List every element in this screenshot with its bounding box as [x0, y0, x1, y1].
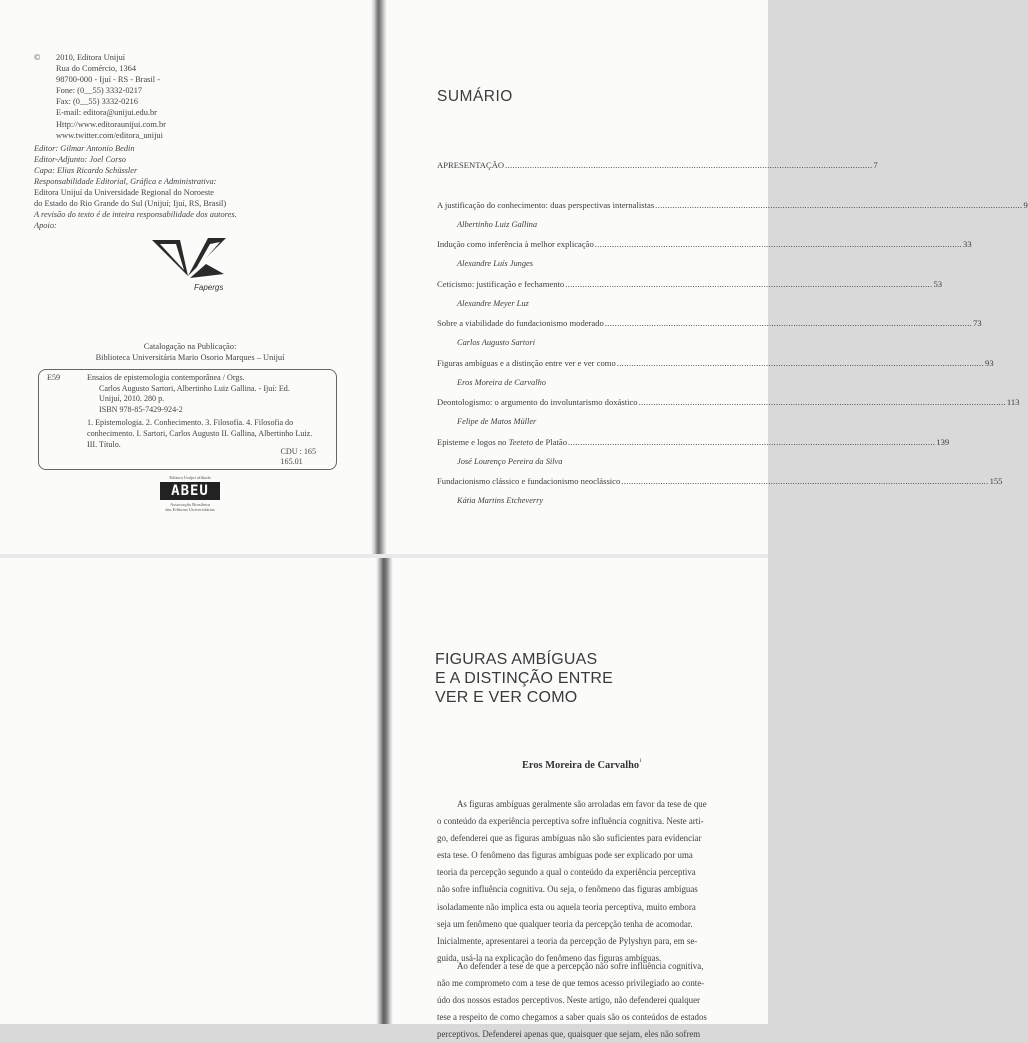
paragraph-line: seja um fenômeno que qualquer teoria da percepção tenha de acomodar. [437, 918, 693, 929]
paragraph-line: perceptivos. Defenderei apenas que, quaisquer que sejam, eles não sofrem [437, 1029, 701, 1040]
toc-entry-title-italic: Teeteto [508, 436, 534, 447]
abeu-caption-line: Associação Brasileira [170, 502, 210, 507]
responsabilidade-line: do Estado do Rio Grande do Sul (Unijuí; Ijuí, RS, Brasil) [34, 199, 227, 209]
toc-leader-dots [655, 200, 1022, 210]
toc-entry [437, 239, 972, 268]
paragraph-line: não sofre influência cognitiva. Ou seja, o fenômeno das figuras ambíguas [437, 884, 698, 895]
chapter-paragraph-1 [437, 796, 735, 967]
chapter-title-line: FIGURAS AMBÍGUAS [435, 651, 598, 668]
toc-entry-title [437, 200, 654, 210]
toc-entry-title-text: APRESENTAÇÃO [437, 160, 505, 170]
catalog-subjects [87, 418, 329, 450]
address-line: E-mail: editora@unijui.edu.br [56, 108, 157, 118]
toc-page-number: 93 [985, 357, 994, 368]
responsabilidade-line: Editora Unijuí da Universidade Regional do Noroeste [34, 188, 215, 198]
paragraph-line: Ao defender a tese de que a percepção não sofre influência cognitiva, [457, 961, 704, 971]
catalog-title [87, 373, 329, 405]
sumario-page [387, 0, 768, 554]
address-line: Fax: (0__55) 3332-0216 [56, 97, 138, 107]
address-line: Fone: (0__55) 3332-0217 [56, 86, 143, 96]
editor-adjunto-line: Editor-Adjunto: Joel Corso [34, 154, 126, 164]
paragraph-line: teoria da percepção segundo a qual o conteúdo da experiência perceptiva [437, 867, 696, 878]
toc-entry-title [437, 397, 638, 407]
toc-page-number: 73 [973, 318, 982, 328]
capa-line: Capa: Elias Ricardo Schüssler [34, 165, 138, 175]
toc-entry [437, 397, 1020, 426]
responsabilidade-lines [34, 187, 364, 209]
paragraph-line: não me comprometo com a tese de que temos acesso privilegiado ao conte- [437, 978, 705, 989]
paragraph-line: guida, usá-la na explicação do fenômeno das figuras ambíguas. [437, 952, 662, 963]
copyright-block [34, 52, 364, 232]
toc-entry-title-text: Episteme e logos no [437, 436, 509, 447]
address-line: www.twitter.com/editora_unijui [56, 130, 163, 140]
toc-entry-title [437, 160, 504, 170]
publisher-address [56, 52, 364, 141]
toc-entry-title [437, 279, 564, 289]
toc-leader-dots [505, 160, 872, 170]
toc-entry-author: Eros Moreira de Carvalho [457, 377, 546, 387]
abeu-caption [152, 502, 228, 512]
toc-entry-title-text: Indução como inferência à melhor explicação [437, 239, 594, 249]
toc-entry-author: Albertinho Luiz Gallina [457, 219, 538, 229]
toc-entry-title-text: Deontologismo: o argumento do involuntarismo doxástico [437, 397, 638, 407]
copyright-symbol: © [34, 53, 41, 62]
toc-entry-title-text: Figuras ambíguas e a distinção entre ver e ver como [437, 357, 616, 368]
catalog-heading-line: Catalogação na Publicação: [143, 342, 237, 351]
revisao-note: A revisão do texto é de inteira responsabilidade dos autores. [34, 210, 237, 220]
toc-entry-title [437, 318, 604, 328]
abeu-logo [152, 475, 228, 521]
chapter-title-line: E A DISTINÇÃO ENTRE [435, 670, 614, 687]
catalog-card [38, 369, 337, 470]
toc-entry [437, 357, 994, 387]
toc-entry [437, 199, 1028, 229]
toc-entry-author: José Lourenço Pereira da Silva [457, 456, 563, 466]
abeu-caption-line: das Editoras Universitárias [165, 507, 215, 512]
paragraph-line: isoladamente não implica esta ou aquela teoria perceptiva, muito embora [437, 901, 696, 912]
toc-page-number: 139 [936, 436, 950, 447]
lower-spread [0, 558, 768, 1040]
abeu-mark: ABEU [160, 482, 220, 500]
paragraph-line: As figuras ambíguas geralmente são arroladas em favor da tese de que [457, 799, 707, 809]
toc-entry-title-text: Ceticismo: justificação e fechamento [437, 278, 565, 289]
catalog-subject-line: conhecimento. I. Sartori, Carlos Augusto II. Gallina, Albertinho Luiz. [87, 428, 313, 438]
toc-entry-title-text: Sobre a viabilidade do fundacionismo moderado [437, 318, 604, 328]
chapter-title-line: VER E VER COMO [435, 689, 578, 706]
chapter-paragraph-2 [437, 958, 735, 1043]
paragraph-line: tese a respeito de como chegamos a saber quais são os conteúdos de estados [437, 1012, 707, 1023]
toc-entry-title-text: A justificação do conhecimento: duas perspectivas internalistas [437, 199, 655, 210]
catalog-title-line: Carlos Augusto Sartori, Albertinho Luiz Gallina. - Ijuí: Ed. [99, 383, 290, 393]
address-line: Rua do Comércio, 1364 [56, 64, 137, 74]
catalog-cdu-line: 165.01 [280, 456, 303, 466]
chapter-author-name: Eros Moreira de Carvalho [522, 760, 640, 771]
toc-page-number: 113 [1006, 397, 1020, 407]
toc-entry-author: Alexandre Luís Junges [457, 259, 533, 268]
toc-entry [437, 318, 982, 347]
toc-entry [437, 278, 943, 308]
toc-entry-title [437, 437, 567, 447]
toc-entry-title-text: Fundacionismo clássico e fundacionismo neoclássico [437, 476, 621, 486]
sumario-title: SUMÁRIO [437, 88, 513, 105]
toc-leader-dots [605, 318, 972, 328]
apoio-label: Apoio: [34, 221, 57, 231]
toc-entry [437, 160, 878, 170]
fapergs-logo [150, 234, 228, 292]
toc-page-number: 7 [873, 160, 878, 170]
catalog-cdu-line: CDU : 165 [280, 447, 316, 456]
toc-leader-dots [595, 239, 962, 249]
catalog-code: E59 [47, 373, 61, 382]
catalog-body [87, 373, 329, 450]
toc-entry-author: Kátia Martins Etcheverry [457, 496, 544, 505]
toc-entry-author: Carlos Augusto Sartori [457, 338, 536, 347]
chapter-author [522, 758, 642, 771]
catalog-heading [40, 342, 340, 363]
catalog-isbn: ISBN 978-85-7429-924-2 [99, 404, 183, 414]
book-gutter-lower [376, 558, 393, 1024]
paragraph-line: go, defenderei que as figuras ambíguas não são suficientes para evidenciar [437, 833, 702, 844]
toc-entry-title-tail: de Platão [533, 436, 568, 447]
toc-page-number: 155 [989, 476, 1003, 486]
toc-page-number: 53 [933, 278, 943, 289]
toc-page-number: 9 [1023, 199, 1028, 210]
catalog-subject-line: III. Título. [87, 439, 121, 449]
paragraph-line: esta tese. O fenômeno das figuras ambíguas pode ser explicado por uma [437, 850, 693, 861]
catalog-subject-line: 1. Epistemologia. 2. Conhecimento. 3. Filosofia. 4. Filosofia do [87, 418, 294, 428]
paragraph-line: Inicialmente, apresentarei a teoria da percepção de Pylyshyn para, em se- [437, 935, 698, 946]
toc-leader-dots [621, 476, 988, 486]
book-gutter [371, 0, 387, 554]
address-line: 2010, Editora Unijuí [56, 53, 126, 62]
editor-line: Editor: Gilmar Antonio Bedin [34, 143, 135, 153]
fapergs-logo-text: Fapergs [194, 283, 224, 292]
toc-entry [437, 476, 1003, 505]
paragraph-line: o conteúdo da experiência perceptiva sofre influência cognitiva. Neste arti- [437, 816, 704, 827]
paragraph-line: údo dos nossos estados perceptivos. Neste artigo, não defenderei qualquer [437, 995, 700, 1006]
address-line: 98700-000 - Ijuí - RS - Brasil - [56, 75, 160, 85]
toc-leader-dots [639, 397, 1006, 407]
address-line: Http://www.editoraunijui.com.br [56, 119, 166, 129]
abeu-affiliation: Editora Unijuí afiliada [169, 475, 211, 480]
catalog-title-line: Unijuí, 2010. 280 p. [99, 394, 165, 404]
toc-leader-dots [568, 437, 935, 447]
toc-entry-title [437, 239, 594, 249]
catalog-title-line: Ensaios de epistemologia contemporânea / Orgs. [87, 373, 245, 382]
toc-entry-title [437, 358, 616, 368]
toc-page-number: 33 [963, 239, 972, 249]
toc-entry [437, 436, 950, 466]
toc-leader-dots [565, 279, 932, 289]
responsabilidade-label: Responsabilidade Editorial, Gráfica e Administrativa: [34, 177, 217, 187]
toc-leader-dots [617, 358, 984, 368]
footnote-marker: 1 [639, 758, 642, 764]
chapter-title [435, 650, 735, 707]
toc-entry-title [437, 476, 620, 486]
blank-left-page [0, 558, 376, 1024]
catalog-heading-line: Biblioteca Universitária Mario Osorio Marques – Unijuí [95, 352, 285, 362]
toc-entry-author: Felipe de Matos Müller [457, 417, 537, 426]
toc-entry-author: Alexandre Meyer Luz [457, 298, 529, 308]
catalog-cdu [280, 447, 316, 466]
